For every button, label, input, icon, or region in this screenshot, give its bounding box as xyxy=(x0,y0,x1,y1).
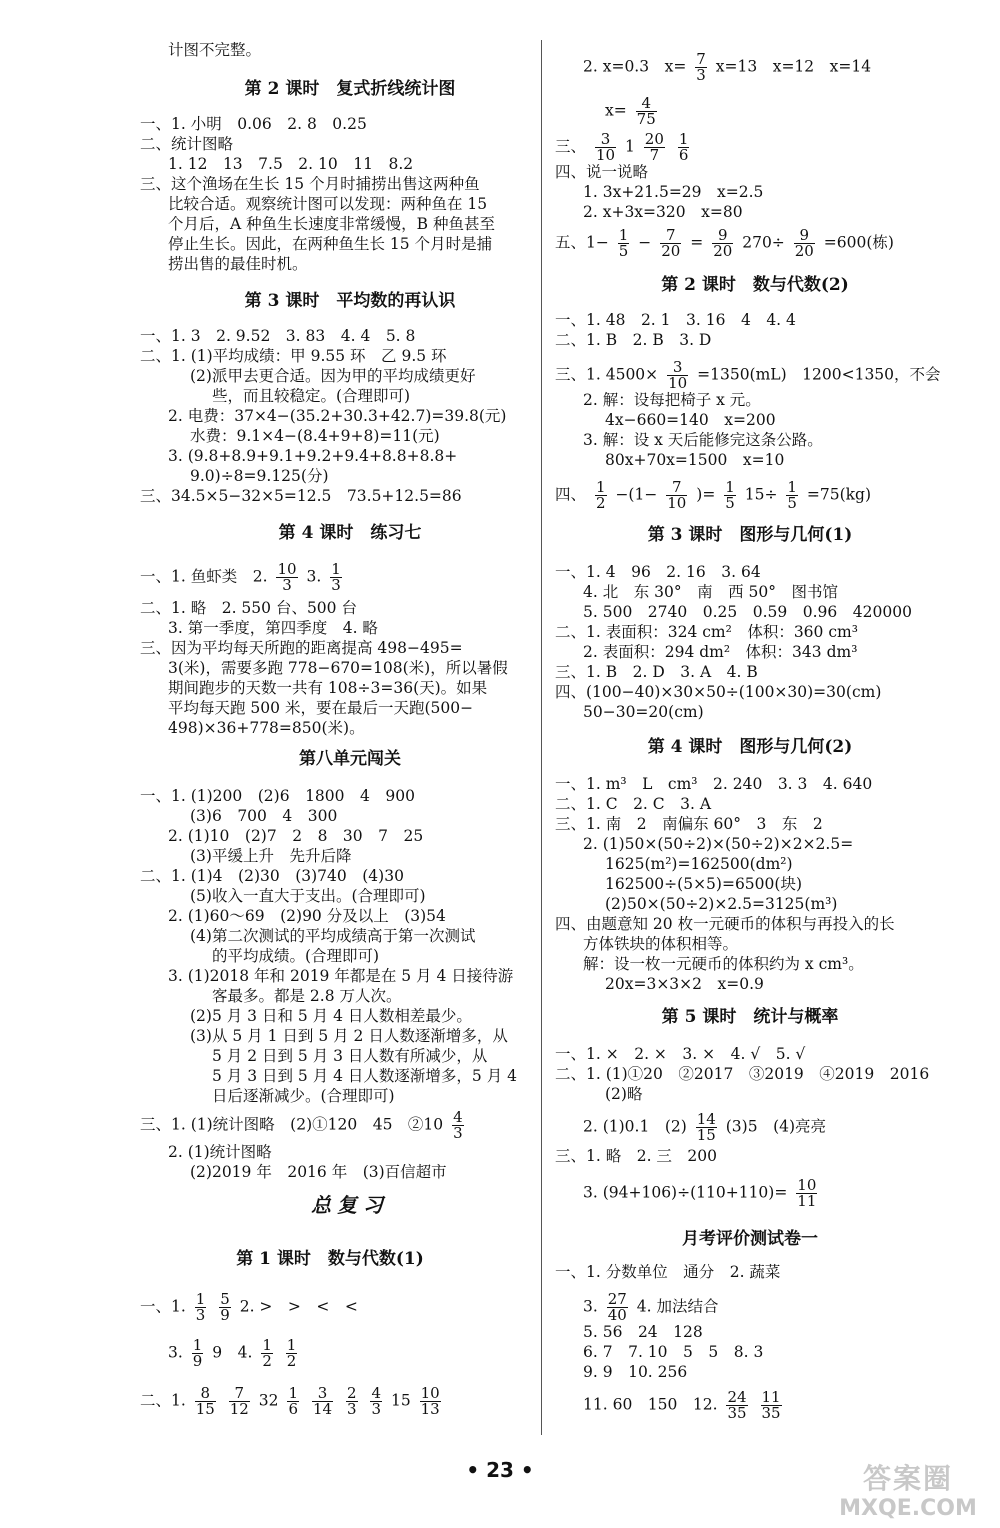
section-title: 第 2 课时 数与代数(2) xyxy=(661,275,849,295)
answer-line: 11. 60 150 12. $\frac{24}{35}$ $\frac{11}{35}$ xyxy=(583,1388,781,1422)
section-title: 第八单元闯关 xyxy=(299,749,401,769)
answer-line: 一、1. 48 2. 1 3. 16 4 4. 4 xyxy=(555,311,796,329)
answer-line: 比较合适。观察统计图可以发现：两种鱼在 15 xyxy=(168,195,488,213)
answer-line: 2. 电费：37×4−(35.2+30.3+42.7)=39.8(元) xyxy=(168,407,507,425)
answer-line: 9. 9 10. 256 xyxy=(583,1363,688,1381)
answer-line: 四、(100−40)×30×50÷(100×30)=30(cm) xyxy=(555,683,882,701)
section-title: 第 4 课时 练习七 xyxy=(278,523,422,543)
answer-line: 些，而且较稳定。(合理即可) xyxy=(212,387,411,405)
section-title: 第 2 课时 复式折线统计图 xyxy=(244,79,456,99)
answer-line: (2)50×(50÷2)×2.5=3125(m³) xyxy=(605,895,838,913)
answer-line: (2)5 月 3 日和 5 月 4 日人数相差最少。 xyxy=(190,1007,472,1025)
answer-line: (2)略 xyxy=(605,1085,643,1103)
answer-line: 的平均成绩。(合理即可) xyxy=(212,947,380,965)
answer-line: 498)×36+778=850(米)。 xyxy=(168,719,365,737)
answer-line: 2. (1)50×(50÷2)×(50÷2)×2×2.5= xyxy=(583,835,854,853)
answer-line: 5. 500 2740 0.25 0.59 0.96 420000 xyxy=(583,603,912,621)
answer-line: 2. (1)10 (2)7 2 8 30 7 25 xyxy=(168,827,424,845)
answer-line: 4. 北 东 30° 南 西 50° 图书馆 xyxy=(583,583,839,601)
answer-line: 2. (1)60～69 (2)90 分及以上 (3)54 xyxy=(168,907,446,925)
answer-line: 水费：9.1×4−(8.4+9+8)=11(元) xyxy=(190,427,440,445)
answer-line: 1. 3x+21.5=29 x=2.5 xyxy=(583,183,764,201)
answer-line: 三、1. 略 2. 三 200 xyxy=(555,1147,718,1165)
answer-line: 5. 56 24 128 xyxy=(583,1323,703,1341)
watermark-url: MXQE.COM xyxy=(839,1496,977,1521)
answer-line: 2. (1)统计图略 xyxy=(168,1143,272,1161)
answer-line: 3. (94+106)÷(110+110)= $\frac{10}{11}$ xyxy=(583,1176,817,1210)
answer-line: 3. 第一季度，第四季度 4. 略 xyxy=(168,619,378,637)
answer-line: 一、1. 4 96 2. 16 3. 64 xyxy=(555,563,761,581)
answer-line: 平均每天跑 500 米，要在最后一天跑(500− xyxy=(168,699,474,717)
answer-line: 9.0)÷8=9.125(分) xyxy=(190,467,329,485)
answer-line: (3)平缓上升 先升后降 xyxy=(190,847,352,865)
answer-line: 2. x+3x=320 x=80 xyxy=(583,203,743,221)
answer-line: 三、1. (1)统计图略 (2)①120 45 ②10 $\frac{4}{3}$ xyxy=(140,1108,463,1142)
answer-line: 4x−660=140 x=200 xyxy=(605,411,776,429)
section-title: 第 1 课时 数与代数(1) xyxy=(236,1249,424,1269)
answer-line: 三、34.5×5−32×5=12.5 73.5+12.5=86 xyxy=(140,487,462,505)
answer-line: 四、由题意知 20 枚一元硬币的体积与再投入的长 xyxy=(555,915,895,933)
section-title: 第 5 课时 统计与概率 xyxy=(661,1007,839,1027)
answer-line: 6. 7 7. 10 5 5 8. 3 xyxy=(583,1343,764,1361)
answer-line: 三、1. 南 2 南偏东 60° 3 东 2 xyxy=(555,815,823,833)
answer-line: 一、1. 鱼虾类 2. $\frac{10}{3}$ 3. $\frac{1}{3}$ xyxy=(140,560,341,594)
section-title: 第 3 课时 图形与几何(1) xyxy=(647,525,853,545)
answer-line: 1. 12 13 7.5 2. 10 11 8.2 xyxy=(168,155,414,173)
answer-line: 2. x=0.3 x= $\frac{7}{3}$ x=13 x=12 x=14 xyxy=(583,50,872,84)
answer-line: 5 月 2 日到 5 月 3 日人数有所减少，从 xyxy=(212,1047,488,1065)
answer-line: 三、 $\frac{3}{10}$ 1 $\frac{20}{7}$ $\frac{1}{6}$ xyxy=(555,130,689,164)
column-divider xyxy=(541,40,542,1435)
chapter-title: 总复习 xyxy=(311,1193,389,1217)
answer-line: 3. 解：设 x 天后能修完这条公路。 xyxy=(583,431,823,449)
answer-line: 二、统计图略 xyxy=(140,135,234,153)
answer-line: x= $\frac{4}{75}$ xyxy=(605,94,656,128)
answer-line: 三、这个渔场在生长 15 个月时捕捞出售这两种鱼 xyxy=(140,175,480,193)
answer-line: 3. $\frac{1}{9}$ 9 4. $\frac{1}{2}$ $\frac{1}{2}$ xyxy=(168,1336,297,1370)
answer-line: 日后逐渐减少。(合理即可) xyxy=(212,1087,395,1105)
answer-line: 二、1. $\frac{8}{15}$ $\frac{7}{12}$ 32 $\frac{1}{6}$ $\frac{3}{14}$ $\frac{2}{3}$ $\frac{4}{3}$ 15 $\frac{10}{13}$ xyxy=(140,1384,440,1418)
answer-line: 3. (9.8+8.9+9.1+9.2+9.4+8.8+8.8+ xyxy=(168,447,458,465)
answer-line: 二、1. (1)①20 ②2017 ③2019 ④2019 2016 xyxy=(555,1065,930,1083)
answer-line: 50−30=20(cm) xyxy=(583,703,704,721)
watermark-text: 答案圈 xyxy=(862,1462,953,1495)
answer-line: 一、1. m³ L cm³ 2. 240 3. 3 4. 640 xyxy=(555,775,873,793)
answer-line: 期间跑步的天数一共有 108÷3=36(天)。如果 xyxy=(168,679,488,697)
answer-line: 1625(m²)=162500(dm²) xyxy=(605,855,793,873)
answer-line: (3)从 5 月 1 日到 5 月 2 日人数逐渐增多，从 xyxy=(190,1027,508,1045)
answer-line: 一、1. $\frac{1}{3}$ $\frac{5}{9}$ 2. > > < < xyxy=(140,1290,358,1324)
answer-line: (3)6 700 4 300 xyxy=(190,807,338,825)
answer-line: 一、1. 分数单位 通分 2. 蔬菜 xyxy=(555,1263,781,1281)
answer-line: 二、1. B 2. B 3. D xyxy=(555,331,712,349)
answer-line: 个月后，A 种鱼生长速度非常缓慢，B 种鱼甚至 xyxy=(168,215,495,233)
answer-line: 五、1− $\frac{1}{5}$ − $\frac{7}{20}$ = $\frac{9}{20}$ 270÷ $\frac{9}{20}$ =600(栋) xyxy=(555,226,894,260)
watermark-logo xyxy=(828,1462,988,1524)
answer-line: 客最多。都是 2.8 万人次。 xyxy=(212,987,402,1005)
answer-line: 三、因为平均每天所跑的距离提高 498−495= xyxy=(140,639,463,657)
answer-line: 一、1. 3 2. 9.52 3. 83 4. 4 5. 8 xyxy=(140,327,416,345)
section-title: 第 4 课时 图形与几何(2) xyxy=(647,737,853,757)
answer-line: 3. (1)2018 年和 2019 年都是在 5 月 4 日接待游 xyxy=(168,967,514,985)
answer-line: (2)派甲去更合适。因为甲的平均成绩更好 xyxy=(190,367,476,385)
answer-line: 5 月 3 日到 5 月 4 日人数逐渐增多，5 月 4 xyxy=(212,1067,518,1085)
answer-line: (4)第二次测试的平均成绩高于第一次测试 xyxy=(190,927,476,945)
answer-line: 3. $\frac{27}{40}$ 4. 加法结合 xyxy=(583,1290,719,1324)
answer-line: 停止生长。因此，在两种鱼生长 15 个月时是捕 xyxy=(168,235,493,253)
answer-line: 2. (1)0.1 (2) $\frac{14}{15}$ (3)5 (4)亮亮 xyxy=(583,1110,827,1144)
answer-line: 80x+70x=1500 x=10 xyxy=(605,451,785,469)
answer-line: 四、 $\frac{1}{2}$ −(1− $\frac{7}{10}$ )= $\frac{1}{5}$ 15÷ $\frac{1}{5}$ =75(kg) xyxy=(555,478,872,512)
answer-line: 四、说一说略 xyxy=(555,163,649,181)
answer-line: 解：设一枚一元硬币的体积约为 x cm³。 xyxy=(583,955,864,973)
answer-line: 三、1. 4500× $\frac{3}{10}$ =1350(mL) 1200<1350，不会 xyxy=(555,358,941,392)
continuation-text: 计图不完整。 xyxy=(168,41,262,59)
answer-line: 二、1. 表面积：324 cm² 体积：360 cm³ xyxy=(555,623,858,641)
answer-line: 20x=3×3×2 x=0.9 xyxy=(605,975,764,993)
answer-line: 捞出售的最佳时机。 xyxy=(168,255,308,273)
answer-line: 3(米)，需要多跑 778−670=108(米)，所以暑假 xyxy=(168,659,508,677)
section-title: 第 3 课时 平均数的再认识 xyxy=(244,291,456,311)
answer-line: 二、1. (1)4 (2)30 (3)740 (4)30 xyxy=(140,867,404,885)
answer-line: (2)2019 年 2016 年 (3)百信超市 xyxy=(190,1163,447,1181)
answer-line: 一、1. × 2. × 3. × 4. √ 5. √ xyxy=(555,1045,806,1063)
answer-line: 2. 表面积：294 dm² 体积：343 dm³ xyxy=(583,643,858,661)
section-title: 月考评价测试卷一 xyxy=(682,1229,818,1249)
answer-line: 三、1. B 2. D 3. A 4. B xyxy=(555,663,758,681)
answer-line: 162500÷(5×5)=6500(块) xyxy=(605,875,802,893)
answer-line: 二、1. 略 2. 550 台、500 台 xyxy=(140,599,357,617)
page-number: • 23 • xyxy=(466,1458,534,1482)
answer-line: 二、1. C 2. C 3. A xyxy=(555,795,712,813)
answer-line: 方体铁块的体积相等。 xyxy=(583,935,739,953)
answer-line: 2. 解：设每把椅子 x 元。 xyxy=(583,391,761,409)
answer-line: 一、1. (1)200 (2)6 1800 4 900 xyxy=(140,787,415,805)
answer-line: 一、1. 小明 0.06 2. 8 0.25 xyxy=(140,115,367,133)
answer-line: 二、1. (1)平均成绩：甲 9.55 环 乙 9.5 环 xyxy=(140,347,447,365)
answer-line: (5)收入一直大于支出。(合理即可) xyxy=(190,887,426,905)
